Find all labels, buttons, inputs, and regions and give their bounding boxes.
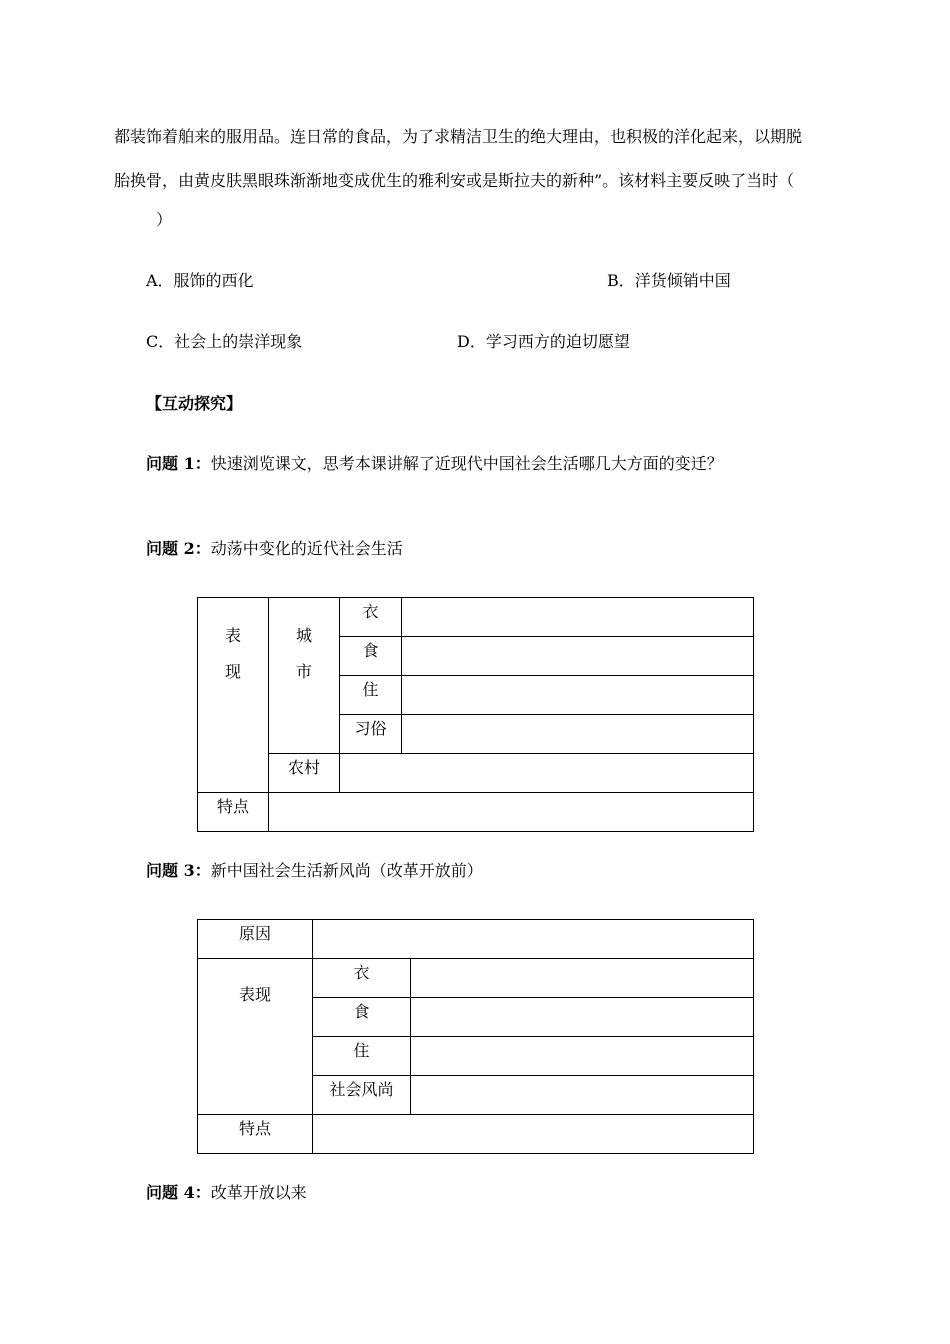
- answer-cell-zhu-2[interactable]: [411, 1037, 754, 1076]
- option-b: B．洋货倾销中国: [607, 271, 731, 290]
- cell-shi-2: 食: [313, 998, 411, 1037]
- material-line-1: 都装饰着舶来的服用品。连日常的食品，为了求精洁卫生的绝大理由，也积极的洋化起来，以期脱: [114, 127, 803, 146]
- new-china-life-table: [197, 919, 754, 1154]
- answer-cell-shi[interactable]: [402, 637, 754, 676]
- answer-cell-yi-2[interactable]: [411, 959, 754, 998]
- answer-cell-nongcun[interactable]: [340, 754, 754, 793]
- answer-cell-yuanyin[interactable]: [313, 920, 754, 959]
- cell-yi: 衣: [340, 598, 402, 637]
- question-4-label: 问题 4：: [146, 1183, 211, 1202]
- question-2-label: 问题 2：: [146, 539, 211, 558]
- answer-blank-paren: ）: [156, 210, 173, 229]
- answer-cell-zhu[interactable]: [402, 676, 754, 715]
- question-2-text: 动荡中变化的近代社会生活: [210, 539, 403, 558]
- cell-tedian: 特点: [198, 793, 269, 832]
- cell-chengshi: 城 市: [269, 598, 340, 754]
- option-d: D．学习西方的迫切愿望: [457, 332, 630, 351]
- answer-cell-tedian-2[interactable]: [313, 1115, 754, 1154]
- question-1-label: 问题 1：: [146, 454, 211, 473]
- cell-nongcun: 农村: [269, 754, 340, 793]
- cell-yuanyin: 原因: [198, 920, 313, 959]
- question-3-label: 问题 3：: [146, 861, 211, 880]
- material-line-2: 胎换骨，由黄皮肤黑眼珠渐渐地变成优生的雅利安或是斯拉夫的新种”。该材料主要反映了当时（: [114, 171, 795, 190]
- section-title: 【互动探究】: [146, 394, 243, 413]
- question-3-text: 新中国社会生活新风尚（改革开放前）: [210, 861, 483, 880]
- question-4: [146, 1183, 307, 1203]
- cell-biaoxian: 表 现: [198, 598, 269, 793]
- cell-shi: 食: [340, 637, 402, 676]
- answer-cell-yi[interactable]: [402, 598, 754, 637]
- answer-cell-tedian[interactable]: [269, 793, 754, 832]
- answer-cell-shehui-fengshang[interactable]: [411, 1076, 754, 1115]
- question-2: [146, 539, 403, 559]
- answer-cell-xisu[interactable]: [402, 715, 754, 754]
- option-c: C．社会上的崇洋现象: [146, 332, 303, 351]
- question-3: [146, 861, 483, 881]
- cell-xisu: 习俗: [340, 715, 402, 754]
- question-1-text: 快速浏览课文，思考本课讲解了近现代中国社会生活哪几大方面的变迁？: [210, 454, 723, 473]
- option-a: A．服饰的西化: [146, 271, 254, 290]
- cell-yi-2: 衣: [313, 959, 411, 998]
- cell-biaoxian-2: 表现: [198, 959, 313, 1115]
- question-4-text: 改革开放以来: [210, 1183, 307, 1202]
- cell-zhu: 住: [340, 676, 402, 715]
- cell-zhu-2: 住: [313, 1037, 411, 1076]
- modern-life-table: [197, 597, 754, 832]
- answer-cell-shi-2[interactable]: [411, 998, 754, 1037]
- cell-shehui-fengshang: 社会风尚: [313, 1076, 411, 1115]
- question-1: [146, 454, 723, 474]
- cell-tedian-2: 特点: [198, 1115, 313, 1154]
